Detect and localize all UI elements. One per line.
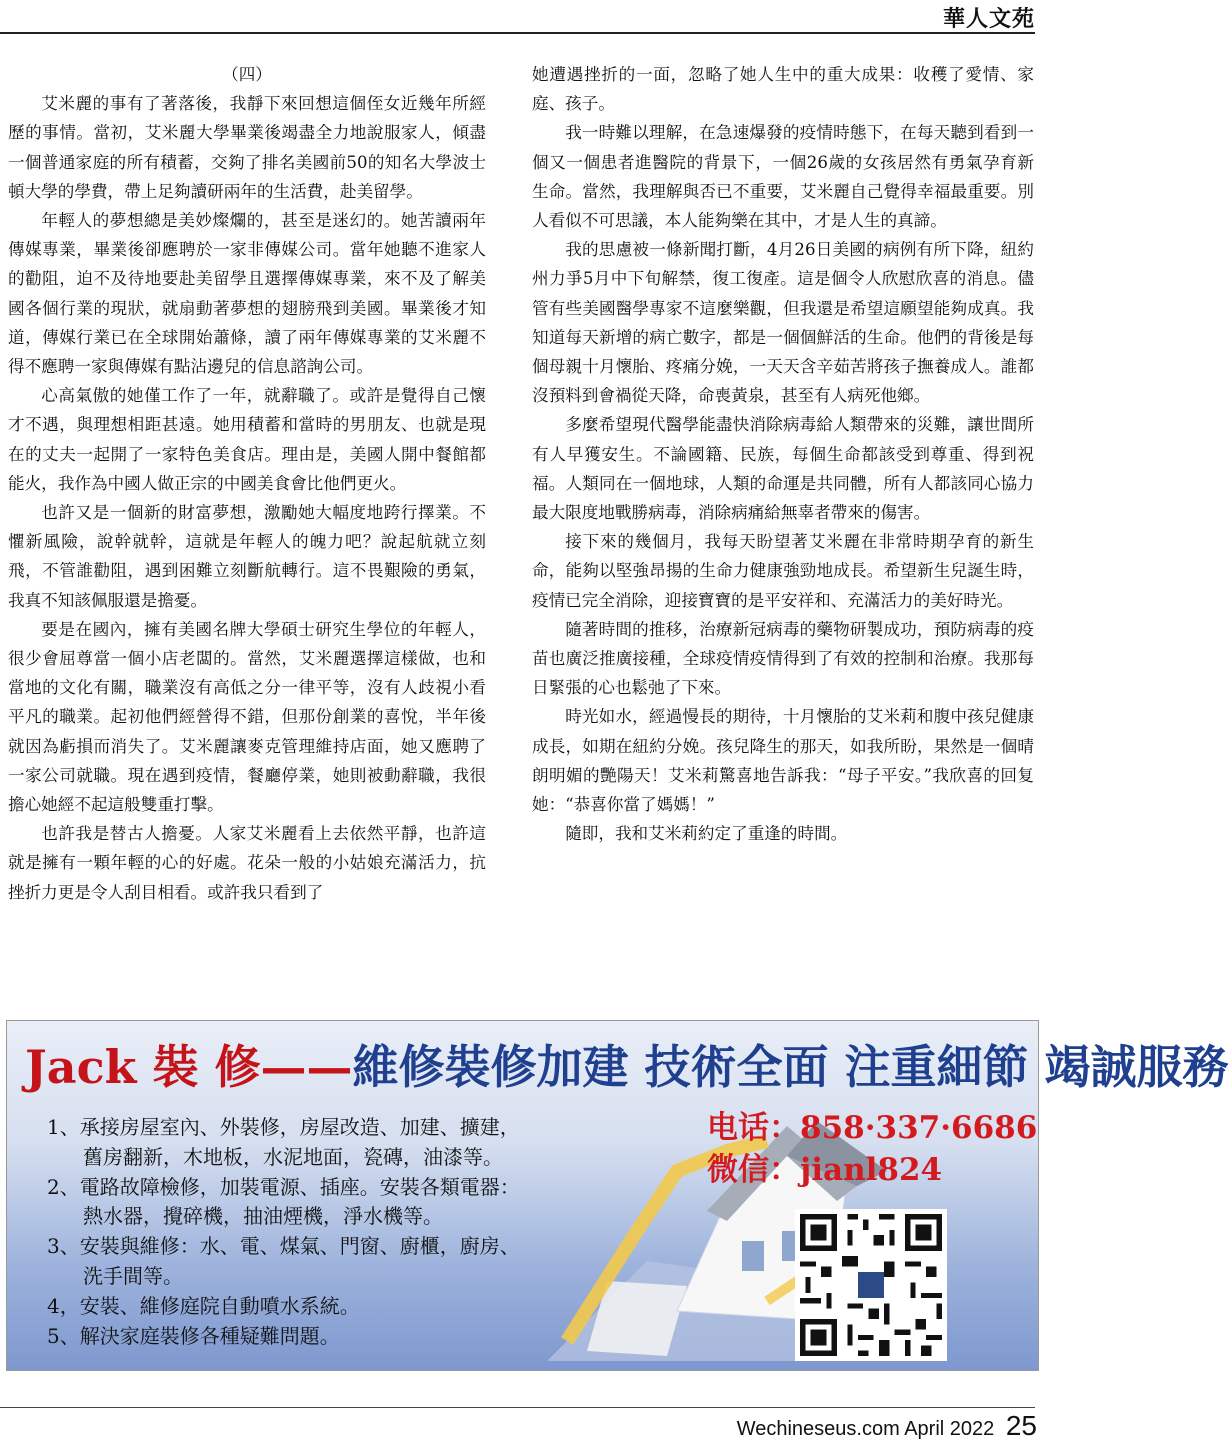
- renovation-advertisement: [6, 1020, 1229, 1371]
- paragraph: 也許我是替古人擔憂。人家艾米麗看上去依然平靜，也許這就是擁有一顆年輕的心的好處。花朵一般的小姑娘充滿活力，抗挫折力更是令人刮目相看。或許我只看到了: [8, 824, 486, 902]
- phone-number: 电话：858·337·6686: [707, 1110, 1038, 1146]
- service-item: 1、承接房屋室內、外裝修，房屋改造、加建、擴建，: [47, 1115, 520, 1139]
- paragraph: 心高氣傲的她僅工作了一年，就辭職了。或許是覺得自己懷才不遇，與理想相距甚遠。她用積蓄和當時的男朋友、也就是現在的丈夫一起開了一家特色美食店。理由是，美國人開中餐館都能火，我作為中國人做正宗的中國美食會比他們更火。: [8, 386, 486, 493]
- article-heading: （四）: [222, 65, 272, 84]
- service-list: [47, 1113, 520, 1351]
- service-item: 2、電路故障檢修，加裝電源、插座。安裝各類電器：: [47, 1174, 520, 1199]
- paragraph: 我一時難以理解，在急速爆發的疫情時態下，在每天聽到看到一個又一個患者進醫院的背景下，一個26歲的女孩居然有勇氣孕育新生命。當然，我理解與否已不重要，艾米麗自己覺得幸福最重要。別人看似不可思議，本人能夠樂在其中，才是人生的真諦。: [532, 123, 1034, 231]
- service-item: 4，安裝、維修庭院自動噴水系統。: [47, 1293, 360, 1318]
- page-number: 25: [1005, 1410, 1037, 1441]
- paragraph: 也許又是一個新的財富夢想，激勵她大幅度地跨行擇業。不懼新風險，說幹就幹，這就是年輕人的魄力吧？說起航就立刻飛，不管誰勸阻，遇到困難立刻斷航轉行。這不畏艱險的勇氣，我真不知該佩服還是擔憂。: [8, 503, 486, 610]
- footer-rule: [0, 1407, 1035, 1408]
- footer-issue: April 2022: [904, 1418, 995, 1440]
- paragraph: 接下來的幾個月，我每天盼望著艾米麗在非常時期孕育的新生命，能夠以堅強昂揚的生命力健康強勁地成長。希望新生兒誕生時，疫情已完全消除，迎接寶寶的是平安祥和、充滿活力的美好時光。: [532, 532, 1034, 610]
- service-item-cont: 洗手間等。: [83, 1263, 183, 1288]
- qr-code-icon: [795, 1209, 947, 1361]
- service-item: 3、安裝與維修：水、電、煤氣、門窗、廚櫃，廚房、: [47, 1234, 520, 1259]
- header-rule: [0, 32, 1035, 34]
- service-item-cont: 熱水器，攪碎機，抽油煙機，淨水機等。: [83, 1204, 443, 1229]
- ad-slogan: 維修裝修加建 技術全面 注重細節 竭誠服務: [352, 1040, 1229, 1094]
- service-item-cont: 舊房翻新，木地板，水泥地面，瓷磚，油漆等。: [83, 1144, 503, 1169]
- paragraph: 我的思慮被一條新聞打斷，4月26日美國的病例有所下降，紐約州力爭5月中下旬解禁，復工復產。這是個令人欣慰欣喜的消息。儘管有些美國醫學專家不這麼樂觀，但我還是希望這願望能夠成真。我知道每天新增的病亡數字，都是一個個鮮活的生命。他們的背後是每個母親十月懷胎、疼痛分娩，一天天含辛茹苦將孩子撫養成人。誰都沒預料到會禍從天降，命喪黃泉，甚至有人病死他鄉。: [532, 240, 1034, 406]
- article-column-right: [532, 60, 1034, 848]
- page-footer: [737, 1410, 1037, 1442]
- paragraph: 時光如水，經過慢長的期待，十月懷胎的艾米莉和腹中孩兒健康成長，如期在紐約分娩。孩兒降生的那天，如我所盼，果然是一個晴朗明媚的艷陽天！艾米莉驚喜地告訴我：“母子平安。”我欣喜的回复她：“恭喜你當了媽媽！”: [532, 707, 1034, 815]
- article-column-left: [8, 60, 486, 907]
- paragraph: 隨即，我和艾米莉約定了重逢的時間。: [565, 824, 848, 844]
- footer-site: Wechineseus.com: [736, 1418, 900, 1440]
- paragraph: 艾米麗的事有了著落後，我靜下來回想這個侄女近幾年所經歷的事情。當初，艾米麗大學畢業後竭盡全力地說服家人，傾盡一個普通家庭的所有積蓄，交夠了排名美國前50的知名大學波士頓大學的學費，帶上足夠讀研兩年的生活費，赴美留學。: [8, 94, 486, 201]
- ad-title: [25, 1031, 1229, 1097]
- paragraph: 要是在國內，擁有美國名牌大學碩士研究生學位的年輕人，很少會屈尊當一個小店老闆的。當然，艾米麗選擇這樣做，也和當地的文化有關，職業沒有高低之分一律平等，沒有人歧視小看平凡的職業。起初他們經營得不錯，但那份創業的喜悅，半年後就因為虧損而消失了。艾米麗讓麥克管理維持店面，她又應聘了一家公司就職。現在遇到疫情，餐廳停業，她則被動辭職，我很擔心她經不起這般雙重打擊。: [8, 619, 486, 815]
- paragraph-continuation: 她遭遇挫折的一面，忽略了她人生中的重大成果：收穫了愛情、家庭、孩子。: [532, 65, 1034, 114]
- paragraph: 多麼希望現代醫學能盡快消除病毒給人類帶來的災難，讓世間所有人早獲安生。不論國籍、民族，每個生命都該受到尊重、得到祝福。人類同在一個地球，人類的命運是共同體，所有人都該同心協力最大限度地戰勝病毒，消除病痛給無辜者帶來的傷害。: [532, 415, 1034, 523]
- ad-brand: Jack 裝 修——: [25, 1040, 353, 1094]
- section-title: 華人文苑: [942, 6, 1035, 32]
- contact-info: [707, 1107, 1037, 1191]
- service-item: 5、解決家庭裝修各種疑難問題。: [47, 1323, 340, 1348]
- paragraph: 隨著時間的推移，治療新冠病毒的藥物研製成功，預防病毒的疫苗也廣泛推廣接種，全球疫情疫情得到了有效的控制和治療。我那每日緊張的心也鬆弛了下來。: [532, 619, 1034, 698]
- paragraph: 年輕人的夢想總是美妙燦爛的，甚至是迷幻的。她苦讀兩年傳媒專業，畢業後卻應聘於一家非傳媒公司。當年她聽不進家人的勸阻，迫不及待地要赴美留學且選擇傳媒專業，來不及了解美國各個行業的現狀，就扇動著夢想的翅膀飛到美國。畢業後才知道，傳媒行業已在全球開始蕭條，讀了兩年傳媒專業的艾米麗不得不應聘一家與傳媒有點沾邊兒的信息諮詢公司。: [8, 211, 486, 377]
- wechat-id: 微信：jianl824: [707, 1152, 943, 1188]
